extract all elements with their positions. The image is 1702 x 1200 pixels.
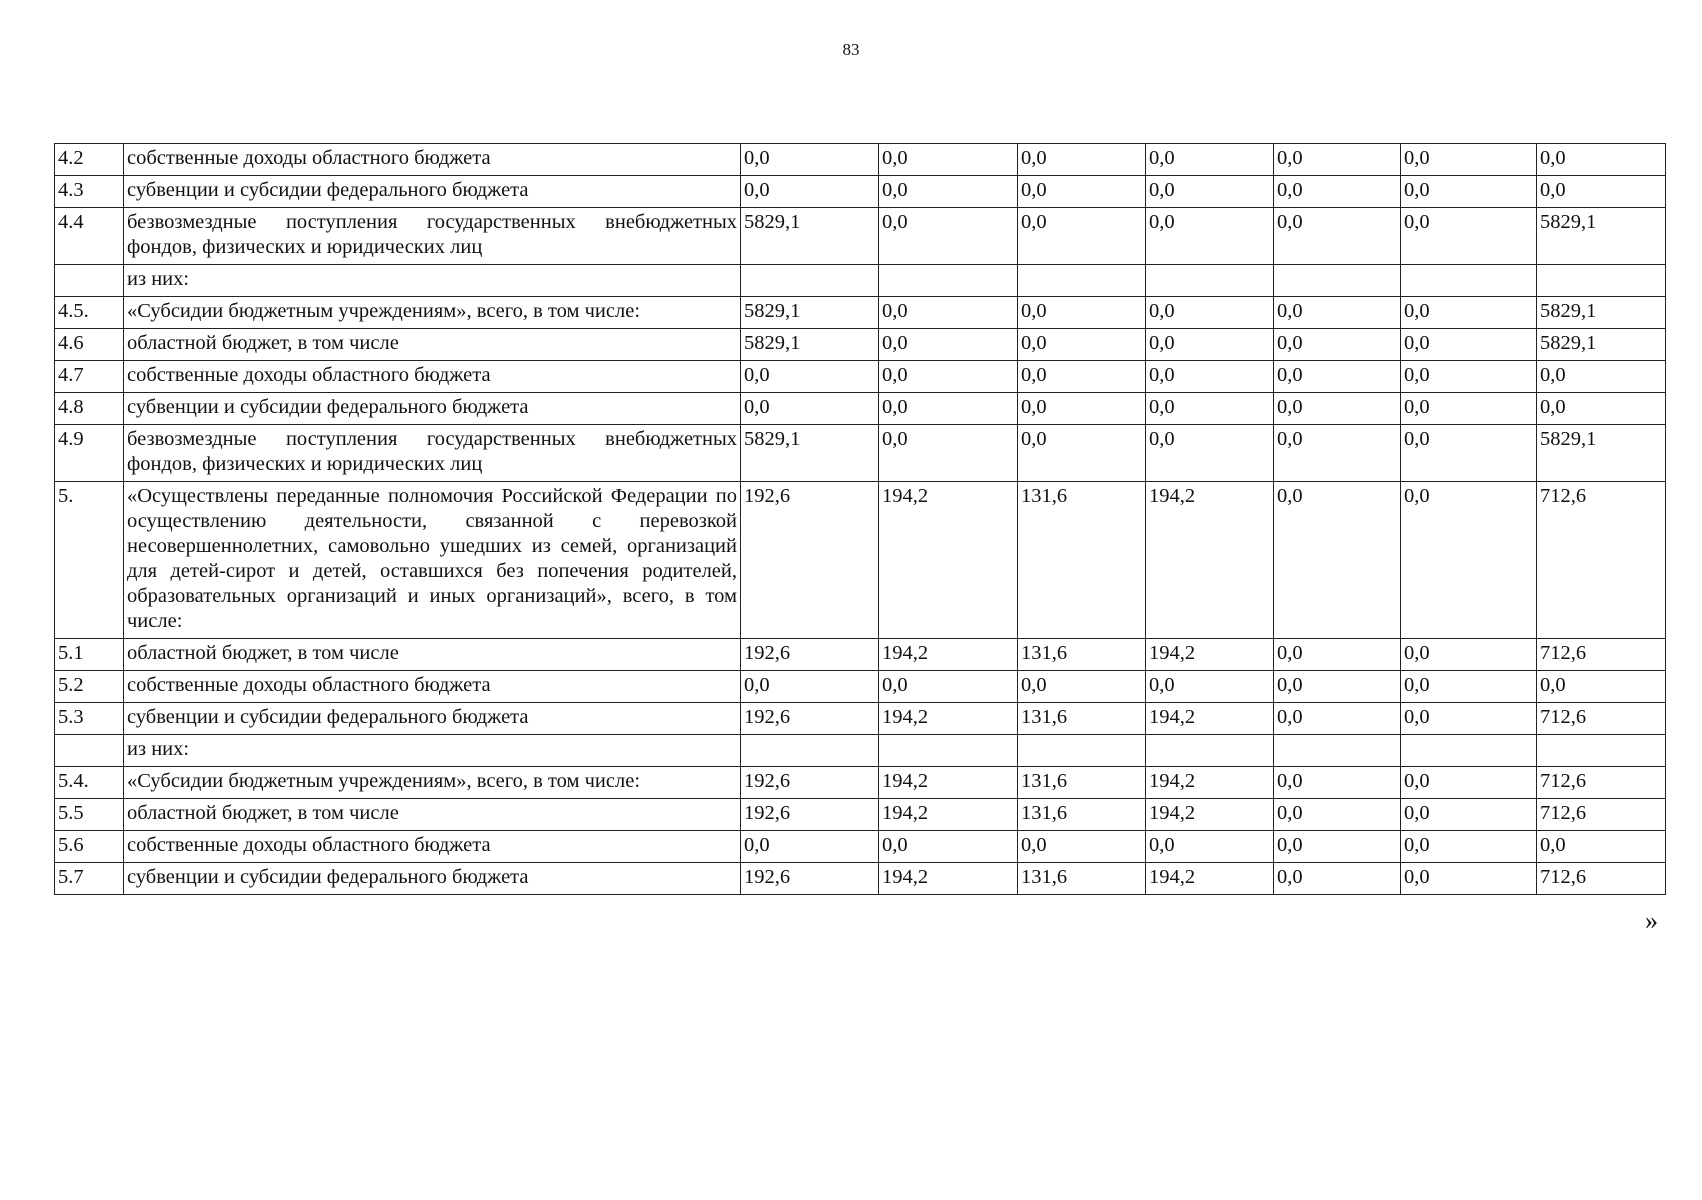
value-cell: 0,0 bbox=[1401, 482, 1537, 639]
value-cell: 192,6 bbox=[741, 482, 879, 639]
value-cell: 0,0 bbox=[1274, 671, 1401, 703]
value-cell: 0,0 bbox=[1401, 176, 1537, 208]
table-row bbox=[55, 144, 1666, 176]
table-row bbox=[55, 831, 1666, 863]
table-row bbox=[55, 329, 1666, 361]
value-cell: 0,0 bbox=[1274, 208, 1401, 265]
row-number-cell: 5.1 bbox=[55, 639, 124, 671]
value-cell: 712,6 bbox=[1537, 482, 1666, 639]
value-cell bbox=[1537, 735, 1666, 767]
value-cell bbox=[1018, 735, 1146, 767]
value-cell: 5829,1 bbox=[1537, 425, 1666, 482]
value-cell: 0,0 bbox=[1537, 176, 1666, 208]
value-cell: 5829,1 bbox=[1537, 297, 1666, 329]
table-row bbox=[55, 425, 1666, 482]
value-cell: 0,0 bbox=[1401, 639, 1537, 671]
value-cell: 0,0 bbox=[1274, 361, 1401, 393]
value-cell: 5829,1 bbox=[741, 329, 879, 361]
value-cell: 0,0 bbox=[1401, 831, 1537, 863]
table-row bbox=[55, 639, 1666, 671]
value-cell: 0,0 bbox=[1274, 799, 1401, 831]
description-cell: субвенции и субсидии федерального бюджета bbox=[124, 863, 741, 895]
value-cell: 194,2 bbox=[879, 639, 1018, 671]
row-number-cell: 4.3 bbox=[55, 176, 124, 208]
value-cell: 131,6 bbox=[1018, 639, 1146, 671]
value-cell: 0,0 bbox=[1537, 671, 1666, 703]
value-cell: 0,0 bbox=[1146, 393, 1274, 425]
value-cell: 192,6 bbox=[741, 799, 879, 831]
row-number-cell: 5.6 bbox=[55, 831, 124, 863]
table-row bbox=[55, 735, 1666, 767]
value-cell: 5829,1 bbox=[741, 425, 879, 482]
value-cell: 0,0 bbox=[1018, 393, 1146, 425]
value-cell: 0,0 bbox=[1146, 144, 1274, 176]
value-cell: 0,0 bbox=[1018, 671, 1146, 703]
table-row bbox=[55, 482, 1666, 639]
value-cell: 0,0 bbox=[741, 393, 879, 425]
value-cell: 0,0 bbox=[1274, 144, 1401, 176]
value-cell: 5829,1 bbox=[741, 208, 879, 265]
value-cell: 0,0 bbox=[1146, 361, 1274, 393]
table-row bbox=[55, 767, 1666, 799]
value-cell: 0,0 bbox=[1274, 393, 1401, 425]
value-cell: 0,0 bbox=[1274, 329, 1401, 361]
value-cell bbox=[1401, 735, 1537, 767]
value-cell: 0,0 bbox=[879, 176, 1018, 208]
description-cell: безвозмездные поступления государственных внебюджетных фондов, физических и юридических лиц bbox=[124, 425, 741, 482]
value-cell: 0,0 bbox=[1537, 361, 1666, 393]
value-cell: 0,0 bbox=[879, 393, 1018, 425]
value-cell: 0,0 bbox=[879, 208, 1018, 265]
row-number-cell: 4.6 bbox=[55, 329, 124, 361]
row-number-cell: 4.9 bbox=[55, 425, 124, 482]
table-body bbox=[55, 144, 1666, 895]
value-cell: 0,0 bbox=[741, 176, 879, 208]
table-row bbox=[55, 799, 1666, 831]
value-cell: 194,2 bbox=[1146, 863, 1274, 895]
value-cell: 0,0 bbox=[1401, 144, 1537, 176]
row-number-cell: 5. bbox=[55, 482, 124, 639]
value-cell: 0,0 bbox=[1401, 799, 1537, 831]
value-cell bbox=[1401, 265, 1537, 297]
value-cell: 131,6 bbox=[1018, 767, 1146, 799]
value-cell: 0,0 bbox=[1018, 297, 1146, 329]
value-cell: 0,0 bbox=[1274, 425, 1401, 482]
value-cell: 0,0 bbox=[741, 831, 879, 863]
value-cell: 0,0 bbox=[1146, 671, 1274, 703]
value-cell bbox=[879, 735, 1018, 767]
budget-table bbox=[54, 143, 1666, 895]
row-number-cell bbox=[55, 265, 124, 297]
value-cell: 0,0 bbox=[1146, 831, 1274, 863]
value-cell: 0,0 bbox=[1401, 361, 1537, 393]
value-cell: 194,2 bbox=[1146, 799, 1274, 831]
value-cell: 0,0 bbox=[1401, 767, 1537, 799]
value-cell: 712,6 bbox=[1537, 799, 1666, 831]
description-cell: собственные доходы областного бюджета bbox=[124, 361, 741, 393]
table-row bbox=[55, 265, 1666, 297]
value-cell: 0,0 bbox=[1401, 671, 1537, 703]
value-cell: 5829,1 bbox=[1537, 208, 1666, 265]
value-cell bbox=[1146, 265, 1274, 297]
value-cell: 5829,1 bbox=[1537, 329, 1666, 361]
value-cell: 194,2 bbox=[1146, 767, 1274, 799]
value-cell: 0,0 bbox=[879, 671, 1018, 703]
value-cell: 0,0 bbox=[1018, 176, 1146, 208]
value-cell: 0,0 bbox=[1401, 425, 1537, 482]
value-cell: 5829,1 bbox=[741, 297, 879, 329]
row-number-cell: 4.2 bbox=[55, 144, 124, 176]
value-cell: 0,0 bbox=[879, 329, 1018, 361]
value-cell: 0,0 bbox=[1401, 329, 1537, 361]
description-cell: «Субсидии бюджетным учреждениям», всего, в том числе: bbox=[124, 297, 741, 329]
value-cell: 0,0 bbox=[1146, 208, 1274, 265]
value-cell: 0,0 bbox=[879, 425, 1018, 482]
value-cell bbox=[879, 265, 1018, 297]
table-row bbox=[55, 176, 1666, 208]
value-cell: 192,6 bbox=[741, 703, 879, 735]
table-row bbox=[55, 361, 1666, 393]
value-cell: 0,0 bbox=[1146, 425, 1274, 482]
description-cell: областной бюджет, в том числе bbox=[124, 799, 741, 831]
value-cell: 0,0 bbox=[1401, 208, 1537, 265]
value-cell: 0,0 bbox=[1274, 767, 1401, 799]
value-cell: 0,0 bbox=[741, 144, 879, 176]
value-cell: 0,0 bbox=[1274, 639, 1401, 671]
value-cell: 131,6 bbox=[1018, 703, 1146, 735]
value-cell: 0,0 bbox=[1274, 831, 1401, 863]
value-cell bbox=[1274, 265, 1401, 297]
value-cell: 0,0 bbox=[1401, 703, 1537, 735]
value-cell: 712,6 bbox=[1537, 639, 1666, 671]
value-cell: 0,0 bbox=[1537, 393, 1666, 425]
row-number-cell: 4.8 bbox=[55, 393, 124, 425]
value-cell: 0,0 bbox=[741, 671, 879, 703]
value-cell bbox=[741, 265, 879, 297]
value-cell: 0,0 bbox=[1401, 297, 1537, 329]
value-cell: 0,0 bbox=[1018, 329, 1146, 361]
description-cell: собственные доходы областного бюджета bbox=[124, 831, 741, 863]
description-cell: субвенции и субсидии федерального бюджета bbox=[124, 703, 741, 735]
value-cell: 0,0 bbox=[1018, 361, 1146, 393]
value-cell: 0,0 bbox=[879, 831, 1018, 863]
value-cell: 0,0 bbox=[879, 144, 1018, 176]
row-number-cell: 4.7 bbox=[55, 361, 124, 393]
value-cell: 0,0 bbox=[1401, 863, 1537, 895]
value-cell bbox=[1537, 265, 1666, 297]
value-cell: 712,6 bbox=[1537, 767, 1666, 799]
value-cell: 0,0 bbox=[1018, 425, 1146, 482]
table-row bbox=[55, 703, 1666, 735]
value-cell: 712,6 bbox=[1537, 863, 1666, 895]
value-cell: 0,0 bbox=[1274, 863, 1401, 895]
value-cell: 0,0 bbox=[1274, 703, 1401, 735]
description-cell: «Осуществлены переданные полномочия Российской Федерации по осуществлению деятельности, связанной с перевозкой несовершеннолетних, самовольно ушедших из семей, организаций для детей-сирот и детей, оставшихся без попечения родителей, образовательных организаций и иных организаций», всего, в том числе: bbox=[124, 482, 741, 639]
value-cell bbox=[1274, 735, 1401, 767]
value-cell: 712,6 bbox=[1537, 703, 1666, 735]
value-cell: 194,2 bbox=[879, 767, 1018, 799]
value-cell: 0,0 bbox=[1274, 176, 1401, 208]
page-number: 83 bbox=[842, 40, 860, 59]
description-cell: собственные доходы областного бюджета bbox=[124, 144, 741, 176]
value-cell: 131,6 bbox=[1018, 482, 1146, 639]
value-cell: 0,0 bbox=[1146, 329, 1274, 361]
row-number-cell: 5.3 bbox=[55, 703, 124, 735]
description-cell: субвенции и субсидии федерального бюджета bbox=[124, 393, 741, 425]
value-cell: 0,0 bbox=[1401, 393, 1537, 425]
value-cell: 194,2 bbox=[879, 703, 1018, 735]
row-number-cell: 5.2 bbox=[55, 671, 124, 703]
table-row bbox=[55, 863, 1666, 895]
value-cell: 0,0 bbox=[879, 361, 1018, 393]
value-cell: 0,0 bbox=[1146, 297, 1274, 329]
description-cell: из них: bbox=[124, 265, 741, 297]
description-cell: из них: bbox=[124, 735, 741, 767]
value-cell: 0,0 bbox=[1537, 144, 1666, 176]
value-cell: 192,6 bbox=[741, 863, 879, 895]
value-cell: 0,0 bbox=[1018, 831, 1146, 863]
value-cell: 194,2 bbox=[1146, 639, 1274, 671]
value-cell bbox=[741, 735, 879, 767]
value-cell: 0,0 bbox=[1537, 831, 1666, 863]
row-number-cell: 5.4. bbox=[55, 767, 124, 799]
value-cell: 192,6 bbox=[741, 639, 879, 671]
description-cell: «Субсидии бюджетным учреждениям», всего, в том числе: bbox=[124, 767, 741, 799]
value-cell: 194,2 bbox=[1146, 482, 1274, 639]
value-cell: 194,2 bbox=[1146, 703, 1274, 735]
value-cell: 194,2 bbox=[879, 863, 1018, 895]
value-cell: 0,0 bbox=[1274, 482, 1401, 639]
row-number-cell bbox=[55, 735, 124, 767]
value-cell bbox=[1018, 265, 1146, 297]
description-cell: областной бюджет, в том числе bbox=[124, 329, 741, 361]
closing-quote-mark: » bbox=[1645, 906, 1658, 935]
value-cell: 131,6 bbox=[1018, 799, 1146, 831]
value-cell: 0,0 bbox=[879, 297, 1018, 329]
table-row bbox=[55, 297, 1666, 329]
value-cell: 0,0 bbox=[1018, 208, 1146, 265]
value-cell: 0,0 bbox=[1146, 176, 1274, 208]
value-cell bbox=[1146, 735, 1274, 767]
description-cell: безвозмездные поступления государственных внебюджетных фондов, физических и юридических лиц bbox=[124, 208, 741, 265]
value-cell: 131,6 bbox=[1018, 863, 1146, 895]
value-cell: 192,6 bbox=[741, 767, 879, 799]
row-number-cell: 4.4 bbox=[55, 208, 124, 265]
value-cell: 0,0 bbox=[741, 361, 879, 393]
table-row bbox=[55, 393, 1666, 425]
table-row bbox=[55, 671, 1666, 703]
value-cell: 0,0 bbox=[1018, 144, 1146, 176]
value-cell: 194,2 bbox=[879, 482, 1018, 639]
row-number-cell: 4.5. bbox=[55, 297, 124, 329]
row-number-cell: 5.7 bbox=[55, 863, 124, 895]
description-cell: областной бюджет, в том числе bbox=[124, 639, 741, 671]
value-cell: 194,2 bbox=[879, 799, 1018, 831]
description-cell: субвенции и субсидии федерального бюджета bbox=[124, 176, 741, 208]
value-cell: 0,0 bbox=[1274, 297, 1401, 329]
description-cell: собственные доходы областного бюджета bbox=[124, 671, 741, 703]
table-row bbox=[55, 208, 1666, 265]
row-number-cell: 5.5 bbox=[55, 799, 124, 831]
